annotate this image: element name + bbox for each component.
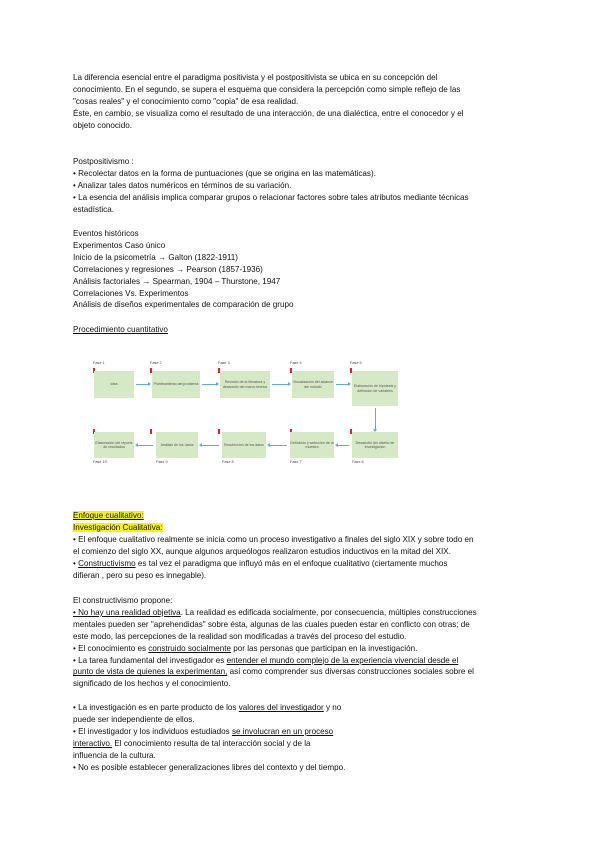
phase-box: Planteamiento del problema bbox=[152, 371, 200, 398]
procedimiento-heading: Procedimiento cuantitativo bbox=[73, 325, 168, 334]
intro-line: La diferencia esencial entre el paradigma positivista y el postpositivista se ubica en su concepción del bbox=[73, 73, 438, 82]
phase-label: Fase 8 bbox=[222, 460, 234, 464]
text-line: difieran , pero su peso es innegable). bbox=[73, 570, 207, 580]
intro-paragraph bbox=[73, 72, 528, 132]
phase-label: Fase 9 bbox=[156, 460, 168, 464]
text-line: Correlaciones y regresiones → Pearson (1857-1936) bbox=[73, 264, 263, 274]
intro-line: "cosas reales" y el conocimiento como "copia" de esa realidad. bbox=[73, 96, 299, 106]
phase-box: Definición y selección de la muestra bbox=[290, 432, 334, 458]
list-item: • La tarea fundamental del investigador es entender el mundo complejo de la experiencia vivencial desde el bbox=[73, 655, 459, 665]
list-item: estadística. bbox=[73, 204, 114, 214]
phase-label: Fase 1 bbox=[93, 361, 105, 365]
phase-label: Fase 2 bbox=[150, 361, 162, 365]
list-item: • Recolectar datos en la forma de puntuaciones (que se origina en las matemáticas). bbox=[73, 168, 376, 178]
text-line: Análisis de diseños experimentales de comparación de grupo bbox=[73, 300, 294, 310]
phase-label: Fase 3 bbox=[218, 361, 230, 365]
postpositivismo-section bbox=[73, 156, 528, 216]
list-item: • Analizar tales datos numéricos en términos de su variación. bbox=[73, 180, 292, 190]
phase-box: Recolección de los datos bbox=[222, 432, 266, 458]
phase-label: Fase 5 bbox=[350, 361, 362, 365]
phase-box: Elaboración de hipótesis y definición de variables bbox=[352, 371, 398, 406]
section-title: Postpositivismo : bbox=[73, 157, 134, 166]
intro-line: objeto conocido. bbox=[73, 120, 132, 130]
flow-arrow bbox=[137, 445, 153, 446]
phase-label: Fase 7 bbox=[290, 460, 302, 464]
text-line: puede ser independiente de ellos. bbox=[73, 715, 195, 725]
list-item: • El conocimiento es construido socialmente por las personas que participan en la investigación. bbox=[73, 643, 418, 653]
intro-line: conocimiento. En el segundo, se supera el esquema que considera la percepción como simple reflejo de las bbox=[73, 84, 461, 94]
phase-label: Fase 10 bbox=[93, 460, 107, 464]
intro-line: Éste, en cambio, se visualiza como el resultado de una interacción, de una dialéctica, entre el conocedor y el bbox=[73, 108, 464, 118]
marker-icon bbox=[150, 429, 152, 434]
list-item: • El investigador y los individuos estudiados se involucran en un proceso bbox=[73, 727, 334, 737]
flow-arrow bbox=[337, 445, 349, 446]
phase-box: Idea bbox=[94, 371, 134, 398]
constructivismo-section bbox=[73, 595, 528, 774]
procedimiento-heading-block bbox=[73, 324, 528, 336]
list-item: • No es posible establecer generalizaciones libres del contexto y del tiempo. bbox=[73, 762, 346, 772]
text-line: interactivo. El conocimiento resulta de tal interacción social y de la bbox=[73, 738, 311, 748]
eventos-section bbox=[73, 228, 528, 311]
text-line: punto de vista de quienes la experimentan, así como comprender sus diversas construcciones sociales sobre el bbox=[73, 667, 474, 677]
text-line: este modo, las percepciones de la realidad son modificadas a través del proceso del estudio. bbox=[73, 631, 407, 641]
list-item: • La esencia del análisis implica comparar grupos o relacionar factores sobre tales atributos mediante técnicas bbox=[73, 192, 469, 202]
flow-arrow bbox=[272, 384, 289, 385]
section-title: El constructivismo propone: bbox=[73, 596, 173, 605]
phase-box: Revisión de la literatura y desarrollo del marco teórico bbox=[220, 371, 270, 398]
flow-arrow bbox=[201, 445, 219, 446]
text-line: Inicio de la psicometría → Galton (1822-1911) bbox=[73, 252, 238, 262]
flow-arrow bbox=[269, 445, 287, 446]
phase-box: Elaboración del reporte de resultados bbox=[94, 432, 134, 458]
text-line: Eventos históricos bbox=[73, 229, 139, 238]
marker-icon bbox=[218, 429, 220, 434]
text-line: Análisis factoriales → Spearman, 1904 – Thurstone, 1947 bbox=[73, 276, 281, 286]
list-item: • Constructivismo es tal vez el paradigma que influyó más en el enfoque cualitativo (ciertamente muchos bbox=[73, 558, 448, 568]
flow-arrow bbox=[336, 384, 349, 385]
process-flow-diagram bbox=[88, 355, 396, 470]
text-line: mentales pueden ser "aprehendidas" sobre ésta, algunas de las cuales pueden estar en conflicto con otras; de bbox=[73, 619, 470, 629]
flow-arrow bbox=[202, 384, 217, 385]
phase-box: Visualización del alcance del estudio bbox=[292, 371, 334, 398]
text-line: Experimentos Caso único bbox=[73, 240, 166, 250]
text-line: el comienzo del siglo XX, aunque algunos arqueólogos realizaron estudios inductivos en la mitad del XIX. bbox=[73, 546, 451, 556]
phase-label: Fase 6 bbox=[352, 460, 364, 464]
flow-arrow bbox=[375, 408, 376, 430]
text-line: Correlaciones Vs. Experimentos bbox=[73, 288, 189, 298]
text-line: influencia de la cultura. bbox=[73, 750, 156, 760]
enfoque-subtitle: Investigación Cualitativa: bbox=[73, 522, 163, 532]
enfoque-section bbox=[73, 510, 528, 581]
phase-label: Fase 4 bbox=[290, 361, 302, 365]
enfoque-title: Enfoque cualitativo: bbox=[73, 511, 144, 520]
list-item: • El enfoque cualitativo realmente se inicia como un proceso investigativo a finales del siglo XIX y sobre todo en bbox=[73, 534, 474, 544]
list-item: • No hay una realidad objetiva. La realidad es edificada socialmente, por consecuencia, múltiples construcciones bbox=[73, 607, 477, 617]
flow-arrow bbox=[136, 384, 149, 385]
phase-box: Análisis de los datos bbox=[156, 432, 198, 458]
list-item: • La investigación es en parte producto de los valores del investigador y no bbox=[73, 703, 342, 713]
phase-box: Desarrollo del diseño de investigación bbox=[352, 432, 398, 458]
text-line: significado de los hechos y el conocimiento. bbox=[73, 679, 231, 689]
